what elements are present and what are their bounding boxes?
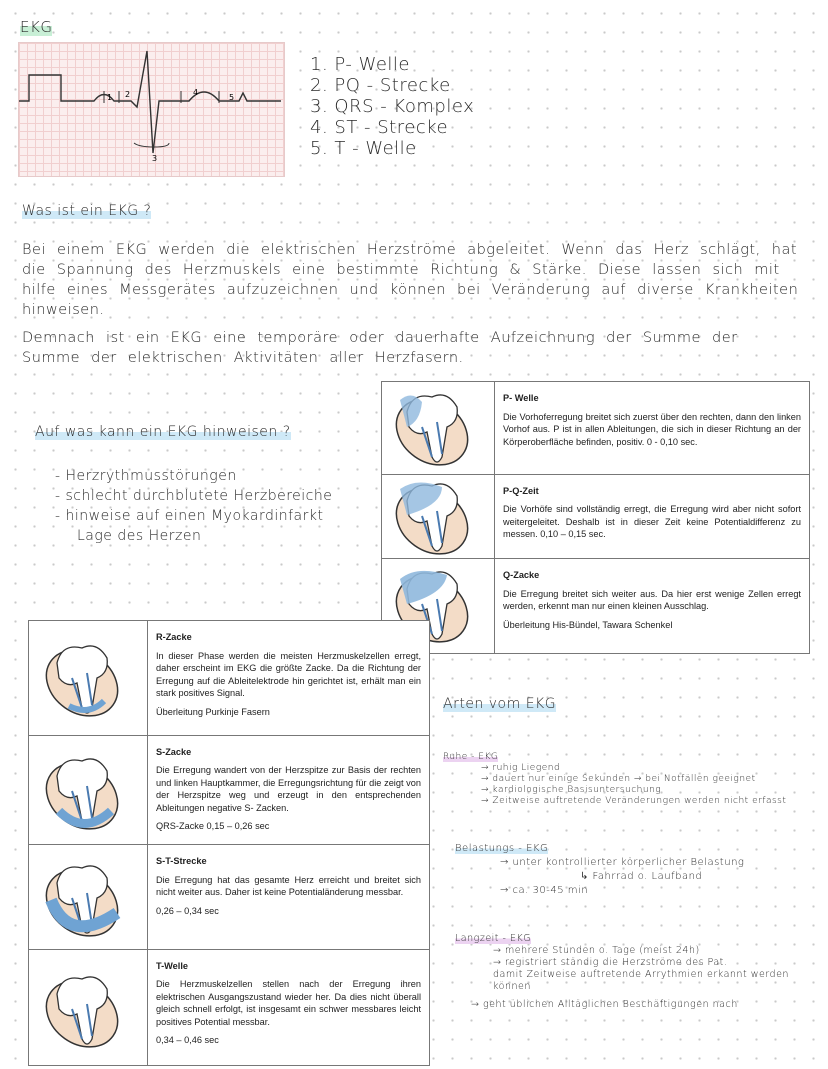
- table-row: [29, 845, 430, 950]
- ecg-diagram: [18, 42, 285, 177]
- ecg-label-1: 1: [107, 93, 113, 102]
- phase-title: R-Zacke: [156, 632, 192, 642]
- list-item: 1. P- Welle: [310, 54, 410, 75]
- phase-text: Die Erregung breitet sich weiter aus. Da hier erst wenige Zellen erregt werden, erkennt man nur einen kleinen Ausschlag.: [503, 588, 801, 611]
- list-item: damit Zeitweise auftretende Arrythmien erkannt werden können: [493, 969, 789, 992]
- phase-text: In dieser Phase werden die meisten Herzmuskelzellen erregt, daher erscheint im EKG die größte Zacke. Da die Richtung der Erregung auf die Ableitelektrode hin gerichtet ist, erhält man ein stark positives Signal.: [156, 650, 421, 698]
- list-item: 5. T - Welle: [310, 138, 417, 159]
- table-row: [382, 559, 810, 654]
- phase-text: Die Vorhöfe sind vollständig erregt, die Erregung wird aber nicht sofort weitergeleitet. Deshalb ist in dieser Zeit keine Potentialdifferenz zu messen. 0,10 – 0,15 sec.: [503, 504, 801, 539]
- phase-note: 0,26 – 0,34 sec: [156, 905, 219, 916]
- heart-illustration: [29, 949, 148, 1066]
- type-langzeit: [455, 933, 825, 1011]
- table-row: [29, 621, 430, 736]
- phase-note: Überleitung His-Bündel, Tawara Schenkel: [503, 619, 673, 630]
- type-name: Belastungs - EKG: [455, 843, 549, 854]
- type-belastung: [455, 842, 744, 898]
- list-item: - hinweise auf einen Myokardinfarkt: [55, 508, 324, 524]
- page-title: EKG: [20, 18, 53, 36]
- ecg-parts-list: [310, 54, 474, 159]
- list-item: → mehrere Stunden o. Tage (meist 24h): [493, 945, 700, 956]
- table-ecg-phases-1: [381, 381, 810, 654]
- table-row: [29, 735, 430, 845]
- heart-illustration: [29, 735, 148, 845]
- ecg-label-3: 3: [152, 154, 158, 163]
- list-item: → unter kontrollierter körperlicher Belastung: [500, 857, 745, 868]
- phase-text: Die Erregung wandert von der Herzspitze zur Basis der rechten und linken Hauptkammer, die Erregungsrichtung für die zeigt von der Herzspitze weg und erzeugt in den entsprechenden Ableitungen negative S- Zacken.: [156, 765, 421, 813]
- heart-icon: [29, 621, 147, 731]
- heart-icon: [29, 736, 147, 841]
- heart-icon: [382, 382, 494, 470]
- table-row: [382, 382, 810, 475]
- type-name: Langzeit - EKG: [455, 933, 532, 944]
- type-ruhe: [443, 752, 786, 807]
- types-heading: Arten vom EKG: [443, 696, 557, 712]
- heart-icon: [29, 950, 147, 1062]
- type-name: Ruhe - EKG: [443, 752, 499, 762]
- list-item: → dauert nur einige Sekunden → bei Notfällen geeignet: [481, 774, 756, 784]
- list-item: 3. QRS - Komplex: [310, 96, 475, 117]
- heart-icon: [382, 475, 494, 555]
- list-item: → geht üblichen Alltäglichen Beschäftigungen nach: [471, 999, 738, 1010]
- list-item: → ca. 30-45 min: [500, 885, 589, 896]
- heart-illustration: [29, 621, 148, 736]
- list-item: - Herzrythmusstörungen: [55, 468, 237, 484]
- phase-text: Die Herzmuskelzellen stellen nach der Erregung ihren elektrischen Ausgangszustand wieder her. Da dies nicht überall gleich schnell erfolgt, ist insgesamt ein schwer messbares leicht positives Potential messbar.: [156, 979, 421, 1027]
- phase-text: Die Erregung hat das gesamte Herz erreicht und breitet sich nicht weiter aus. Daher ist keine Potentialänderung messbar.: [156, 874, 421, 897]
- list-item: → kardiologische Basisuntersuchung: [481, 785, 662, 795]
- indications-heading: Auf was kann ein EKG hinweisen ?: [35, 424, 291, 440]
- what-is-heading: Was ist ein EKG ?: [22, 203, 152, 219]
- phase-title: T-Welle: [156, 960, 188, 971]
- indications-list: [55, 466, 332, 546]
- list-item: - schlecht durchblutete Herzbereiche: [55, 488, 333, 504]
- ecg-label-5: 5: [229, 93, 235, 102]
- table-row: [29, 949, 430, 1066]
- heart-illustration: [382, 474, 495, 559]
- list-item: ↳ Fahrrad o. Laufband: [580, 871, 703, 882]
- ecg-label-2: 2: [125, 90, 131, 99]
- heart-illustration: [382, 382, 495, 475]
- list-item: 2. PQ - Strecke: [310, 75, 451, 96]
- phase-note: QRS-Zacke 0,15 – 0,26 sec: [156, 821, 270, 831]
- list-item: Lage des Herzen: [77, 528, 202, 544]
- table-ecg-phases-2: [28, 620, 430, 1066]
- list-item: → registriert ständig die Herzströme des Pat.: [493, 957, 728, 968]
- phase-title: P-Q-Zeit: [503, 485, 539, 496]
- what-is-paragraph-1: Bei einem EKG werden die elektrischen Herzströme abgeleitet. Wenn das Herz schlägt, hat die Spannung des Herzmuskels eine bestimmte Richtung & Stärke. Diese lassen sich mit hilfe eines Messgerätes aufzuzeichnen und können bei Veränderung auf diverse Krankheiten hinweisen.: [22, 242, 799, 318]
- list-item: → ruhig Liegend: [481, 763, 561, 773]
- ecg-trace: [19, 43, 284, 176]
- ecg-label-4: 4: [193, 88, 199, 97]
- phase-text: Die Vorhoferregung breitet sich zuerst über den rechten, dann den linken Vorhof aus. P ist in allen Ableitungen, die sich in dieser Richtung an der Körperoberfläche befinden, positiv. 0 - 0,10 sec.: [503, 411, 801, 447]
- list-item: 4. ST - Strecke: [310, 117, 449, 138]
- phase-note: Überleitung Purkinje Fasern: [156, 706, 270, 717]
- heart-icon: [29, 845, 147, 945]
- phase-title: S-T-Strecke: [156, 856, 207, 866]
- phase-note: 0,34 – 0,46 sec: [156, 1035, 219, 1045]
- list-item: → Zeitweise auftretende Veränderungen werden nicht erfasst: [481, 796, 787, 806]
- phase-title: P- Welle: [503, 393, 539, 403]
- phase-title: Q-Zacke: [503, 570, 540, 580]
- what-is-paragraph-2: Demnach ist ein EKG eine temporäre oder dauerhafte Aufzeichnung der Summe der Summe der elektrischen Aktivitäten aller Herzfasern.: [22, 330, 738, 366]
- phase-title: S-Zacke: [156, 746, 192, 757]
- table-row: [382, 474, 810, 559]
- heart-illustration: [29, 845, 148, 950]
